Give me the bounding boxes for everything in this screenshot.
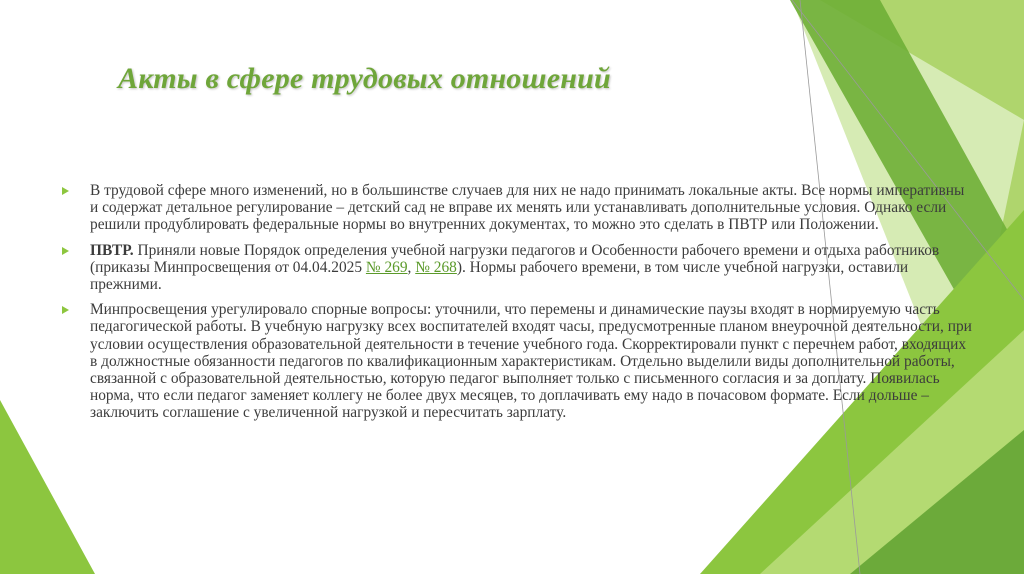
bullet-item [62,301,974,421]
arrow-bullet-icon [62,247,69,255]
arrow-bullet-icon [62,306,69,314]
order-268-link[interactable]: № 268 [415,258,457,276]
text-separator: , [407,258,416,276]
arrow-bullet-icon [62,187,69,195]
bold-lead: ПВТР. [90,241,134,259]
bullet-text [90,242,974,294]
bullet-text: В трудовой сфере много изменений, но в большинстве случаев для них не надо принимать локальные акты. Все нормы императивны и содержат детальное регулирование – детский сад не вправе их менять или устанавливать дополнительные условия. Однако если решили продублировать федеральные нормы во внутренних документах, то можно это сделать в ПВТР или Положении. [90,182,965,234]
slide-title: Акты в сфере трудовых отношений [118,62,611,95]
bullet-list [62,182,974,430]
order-269-link[interactable]: № 269 [365,258,408,276]
bullet-text: Минпросвещения урегулировало спорные вопросы: уточнили, что перемены и динамические паузы входят в нормируемую часть педагогической работы. В учебную нагрузку всех воспитателей входят часы, предусмотренные планом внеурочной деятельности, при условии осуществления образовательной деятельности в течение учебного года. Скорректировали пункт с перечнем работ, входящих в должностные обязанности педагогов по квалификационным характеристикам. Отдельно выделили виды дополнительной работы, связанной с образовательной деятельностью, которую педагог выполняет только с письменного согласия и за доплату. Появилась норма, что если педагог заменяет коллегу не более двух месяцев, то доплачивать ему надо в почасовом формате. Если дольше – заключить соглашение с увеличенной нагрузкой и пересчитать зарплату. [90,301,972,422]
bullet-item [62,182,974,234]
text-segment: ). Нормы рабочего времени, в том числе учебной нагрузки, оставили прежними. [90,258,909,294]
text-segment: Приняли новые Порядок определения учебной нагрузки педагогов и Особенности рабочего времени и отдыха работников (приказы Минпросвещения от 04.04.2025 [90,241,940,276]
bullet-item [62,242,974,294]
